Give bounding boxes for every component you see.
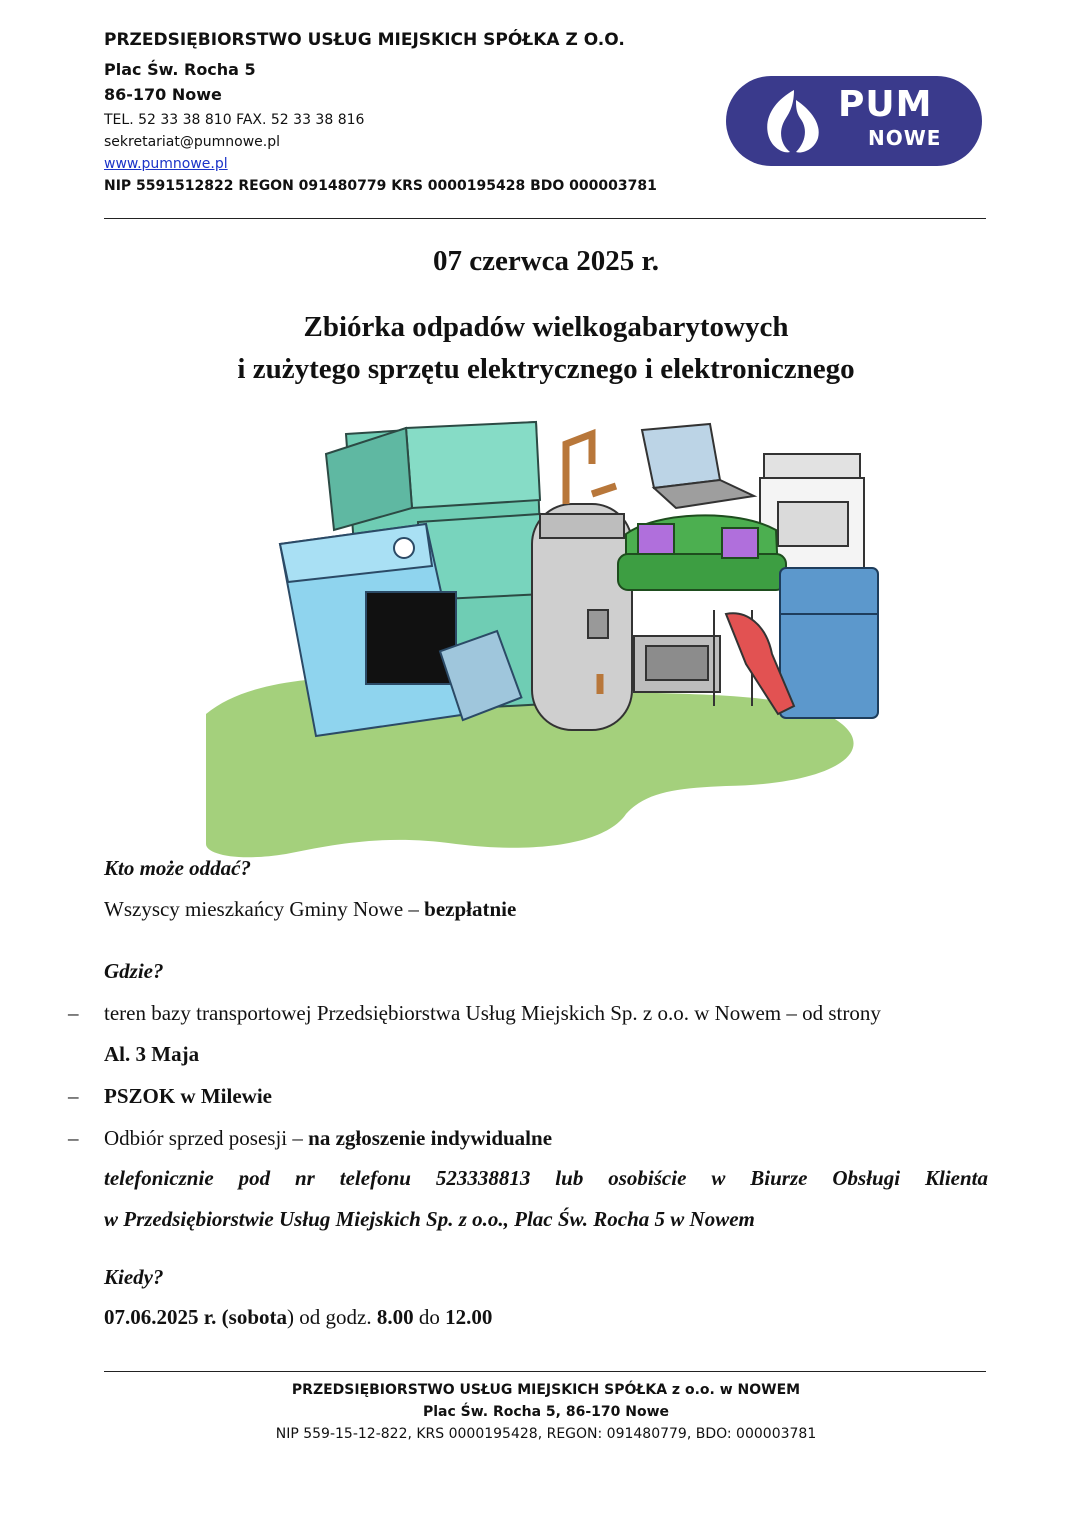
where-item3-bold: na zgłoszenie indywidualne xyxy=(308,1126,553,1150)
when-day: (sobota xyxy=(221,1305,287,1329)
when-date: 07.06.2025 r. xyxy=(104,1305,217,1329)
footer-company-rest: z o.o. w NOWEM xyxy=(667,1382,801,1398)
company-street: Plac Św. Rocha 5 xyxy=(104,60,256,79)
footer-company xyxy=(0,1382,1074,1398)
where-item3 xyxy=(104,1126,552,1151)
when-heading: Kiedy? xyxy=(104,1265,164,1289)
company-registry-ids: NIP 5591512822 REGON 091480779 KRS 0000195428 BDO 000003781 xyxy=(104,178,657,194)
where-item2-pszok: PSZOK w Milewie xyxy=(104,1084,272,1108)
pum-logo xyxy=(726,76,982,166)
event-title-line2: i zużytego sprzętu elektrycznego i elektronicznego xyxy=(237,353,855,386)
who-text-plain: Wszyscy mieszkańcy Gminy Nowe – xyxy=(104,897,425,921)
company-name: PRZEDSIĘBIORSTWO USŁUG MIEJSKICH SPÓŁKA Z O.O. xyxy=(104,30,625,50)
where-item1-text: teren bazy transportowej Przedsiębiorstwa Usług Miejskich Sp. z o.o. w Nowem – od strony xyxy=(104,1001,881,1025)
event-date-title: 07 czerwca 2025 r. xyxy=(432,245,659,277)
water-heater xyxy=(532,434,632,730)
list-dash: – xyxy=(68,1001,79,1025)
footer-ids: NIP 559-15-12-822, KRS 0000195428, REGON: 091480779, BDO: 000003781 xyxy=(275,1426,817,1442)
list-dash: – xyxy=(68,1084,79,1108)
blue-fridge xyxy=(780,568,878,718)
where-item3-text: Odbiór sprzed posesji – xyxy=(104,1126,309,1150)
when-to-text: do xyxy=(413,1305,446,1329)
who-heading: Kto może oddać? xyxy=(104,856,251,880)
event-title xyxy=(0,306,1074,390)
green-sofa xyxy=(618,515,786,590)
company-website-link[interactable]: www.pumnowe.pl xyxy=(104,156,228,172)
logo-text-nowe: NOWE xyxy=(868,126,942,150)
footer-address: Plac Św. Rocha 5, 86-170 Nowe xyxy=(422,1404,670,1420)
bulky-waste-illustration xyxy=(206,414,886,870)
header-divider xyxy=(104,218,986,219)
footer-company-bold: PRZEDSIĘBIORSTWO USŁUG MIEJSKICH SPÓŁKA xyxy=(291,1382,668,1398)
when-from-text: od godz. xyxy=(294,1305,377,1329)
who-text-free: bezpłatnie xyxy=(424,897,517,921)
logo-text-pum: PUM xyxy=(838,84,933,125)
when-to-time: 12.00 xyxy=(445,1305,493,1329)
when-text xyxy=(104,1305,492,1330)
company-email: sekretariat@pumnowe.pl xyxy=(104,134,280,150)
pum-logo-flame-icon xyxy=(756,86,832,158)
event-title-line1: Zbiórka odpadów wielkogabarytowych xyxy=(303,311,789,343)
where-item3-line2: telefonicznie pod nr telefonu 523338813 lub osobiście w Biurze Obsługi Klienta xyxy=(104,1166,988,1190)
radio xyxy=(634,636,720,692)
when-day-close: ) xyxy=(287,1305,294,1329)
who-text xyxy=(104,897,516,922)
footer-divider xyxy=(104,1371,986,1372)
where-item1-street: Al. 3 Maja xyxy=(104,1042,200,1066)
company-phone-fax: TEL. 52 33 38 810 FAX. 52 33 38 816 xyxy=(104,112,365,128)
company-city: 86-170 Nowe xyxy=(104,85,222,104)
laptop xyxy=(642,424,754,508)
when-from-time: 8.00 xyxy=(376,1305,414,1329)
where-item3-line3: w Przedsiębiorstwie Usług Miejskich Sp. z o.o., Plac Św. Rocha 5 w Nowem xyxy=(104,1207,755,1231)
where-heading: Gdzie? xyxy=(104,959,164,983)
list-dash: – xyxy=(68,1126,79,1150)
